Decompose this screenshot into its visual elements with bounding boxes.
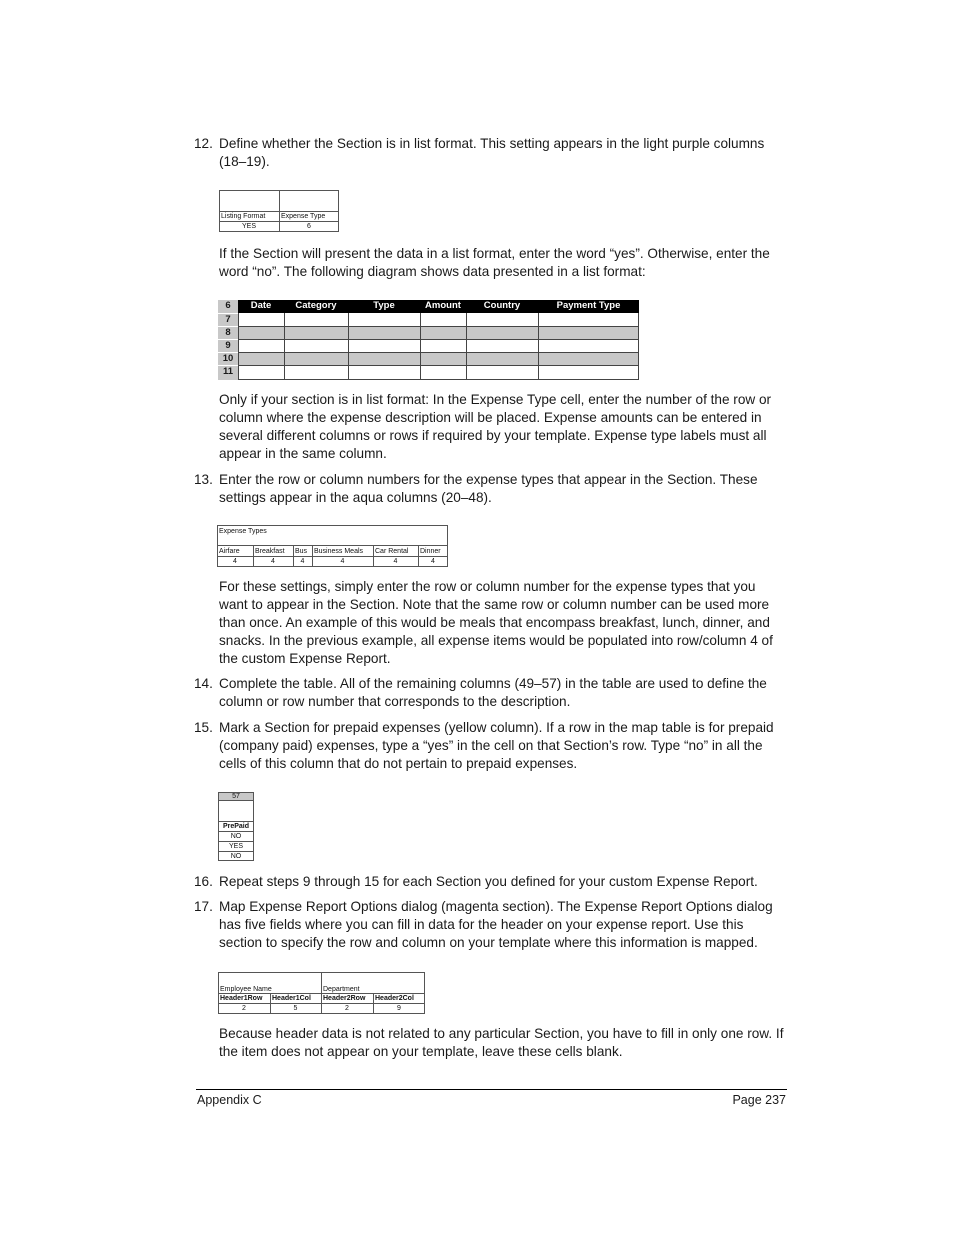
expense-type-header: Car Rental	[375, 548, 409, 555]
list-format-table	[218, 300, 639, 380]
row-number: 11	[218, 365, 238, 380]
row-number: 7	[218, 313, 238, 327]
step-text: Define whether the Section is in list format. This setting appears in the light purple columns (18–19).	[219, 136, 765, 169]
expense-type-header: Business Meals	[314, 548, 364, 555]
paragraph-header-data: Because header data is not related to any particular Section, you have to fill in only one row. If the item does not appear on your template, leave these cells blank.	[219, 1026, 784, 1059]
step-number: 15.	[194, 720, 213, 735]
header-value: 9	[397, 1005, 401, 1012]
listing-format-table	[219, 190, 339, 232]
prepaid-column-number: 57	[232, 793, 240, 800]
step-text: Mark a Section for prepaid expenses (yellow column). If a row in the map table is for prepaid (company paid) expenses, type a “yes” in the cell on that Section’s row. Type “no” in all the cells of this column that do not pertain to prepaid expenses.	[219, 720, 774, 771]
expense-type-header: Breakfast	[255, 548, 285, 555]
step-text: Map Expense Report Options dialog (magenta section). The Expense Report Options dialog has five fields where you can fill in data for the header on your expense report. Use this section to specify the row and column on your template where this information is mapped.	[219, 899, 773, 950]
expense-type-value: 4	[300, 558, 305, 565]
expense-type-value: 4	[431, 558, 435, 565]
expense-type-value: 4	[271, 558, 275, 565]
prepaid-header: PrePaid	[222, 823, 250, 830]
header-value: 5	[293, 1005, 298, 1012]
row-number: 9	[218, 339, 238, 353]
step-text: Enter the row or column numbers for the expense types that appear in the Section. These settings appear in the aqua columns (20–48).	[219, 472, 758, 505]
paragraph-list-format: If the Section will present the data in a list format, enter the word “yes”. Otherwise, enter the word “no”. The following diagram shows data presented in a list format:	[219, 246, 770, 279]
step-number: 14.	[194, 676, 213, 691]
header-column: Header1Col	[272, 995, 311, 1002]
step-text: Repeat steps 9 through 15 for each Section you defined for your custom Expense Report.	[219, 874, 758, 889]
expense-type-value: 6	[307, 223, 311, 230]
step-number: 12.	[194, 136, 213, 151]
expense-type-value: 4	[233, 558, 237, 565]
group-department: Department	[323, 986, 360, 993]
expense-type-value: 4	[393, 558, 398, 565]
footer-divider	[196, 1089, 787, 1090]
expense-type-value: 4	[340, 558, 345, 565]
header-mapping-table	[218, 972, 425, 1014]
group-employee-name: Employee Name	[220, 986, 272, 993]
header-value: 2	[242, 1005, 246, 1012]
header-column: Header2Row	[323, 995, 366, 1002]
row-number: 10	[218, 352, 238, 366]
column-header: Type	[373, 300, 395, 311]
expense-type-header: Bus	[295, 548, 308, 555]
footer-page-number: Page 237	[732, 1093, 786, 1107]
step-text: Complete the table. All of the remaining columns (49–57) in the table are used to define the column or row number that corresponds to the description.	[219, 676, 767, 709]
row-number: 8	[218, 326, 238, 340]
paragraph-list-format-only: Only if your section is in list format: In the Expense Type cell, enter the number of the row or column where the expense description will be placed. Expense amounts can be entered in several different columns or rows if required by your template. Expense type labels must all appear in the same column.	[219, 392, 772, 461]
step-number: 17.	[194, 899, 213, 914]
header-column: Header2Col	[375, 995, 414, 1002]
expense-type-header: Airfare	[219, 548, 240, 555]
column-header: Category	[295, 300, 337, 311]
prepaid-value: NO	[230, 833, 242, 840]
listing-format-value: YES	[241, 223, 256, 230]
expense-types-title: Expense Types	[219, 528, 267, 535]
column-header: Date	[250, 300, 272, 311]
row-number: 6	[218, 300, 238, 313]
prepaid-value: YES	[228, 843, 243, 850]
footer-section: Appendix C	[197, 1093, 262, 1107]
header-column: Header1Row	[220, 995, 263, 1002]
prepaid-value: NO	[230, 853, 242, 860]
prepaid-table	[218, 792, 254, 861]
column-header: Amount	[425, 300, 461, 311]
listing-format-header: Listing Format	[221, 213, 266, 220]
step-number: 16.	[194, 874, 213, 889]
column-header: Country	[483, 300, 521, 311]
column-header: Payment Type	[556, 300, 621, 311]
expense-type-header: Expense Type	[281, 213, 326, 220]
header-value: 2	[345, 1005, 349, 1012]
step-number: 13.	[194, 472, 213, 487]
expense-type-header: Dinner	[420, 548, 441, 555]
paragraph-expense-settings: For these settings, simply enter the row or column number for the expense types that you want to appear in the Section. Note that the same row or column number can be used more than once. An example of this would be meals that encompass breakfast, lunch, dinner, and snacks. In the previous example, all expense items would be populated into row/column 4 of the custom Expense Report.	[219, 579, 773, 666]
expense-types-table	[217, 525, 448, 567]
